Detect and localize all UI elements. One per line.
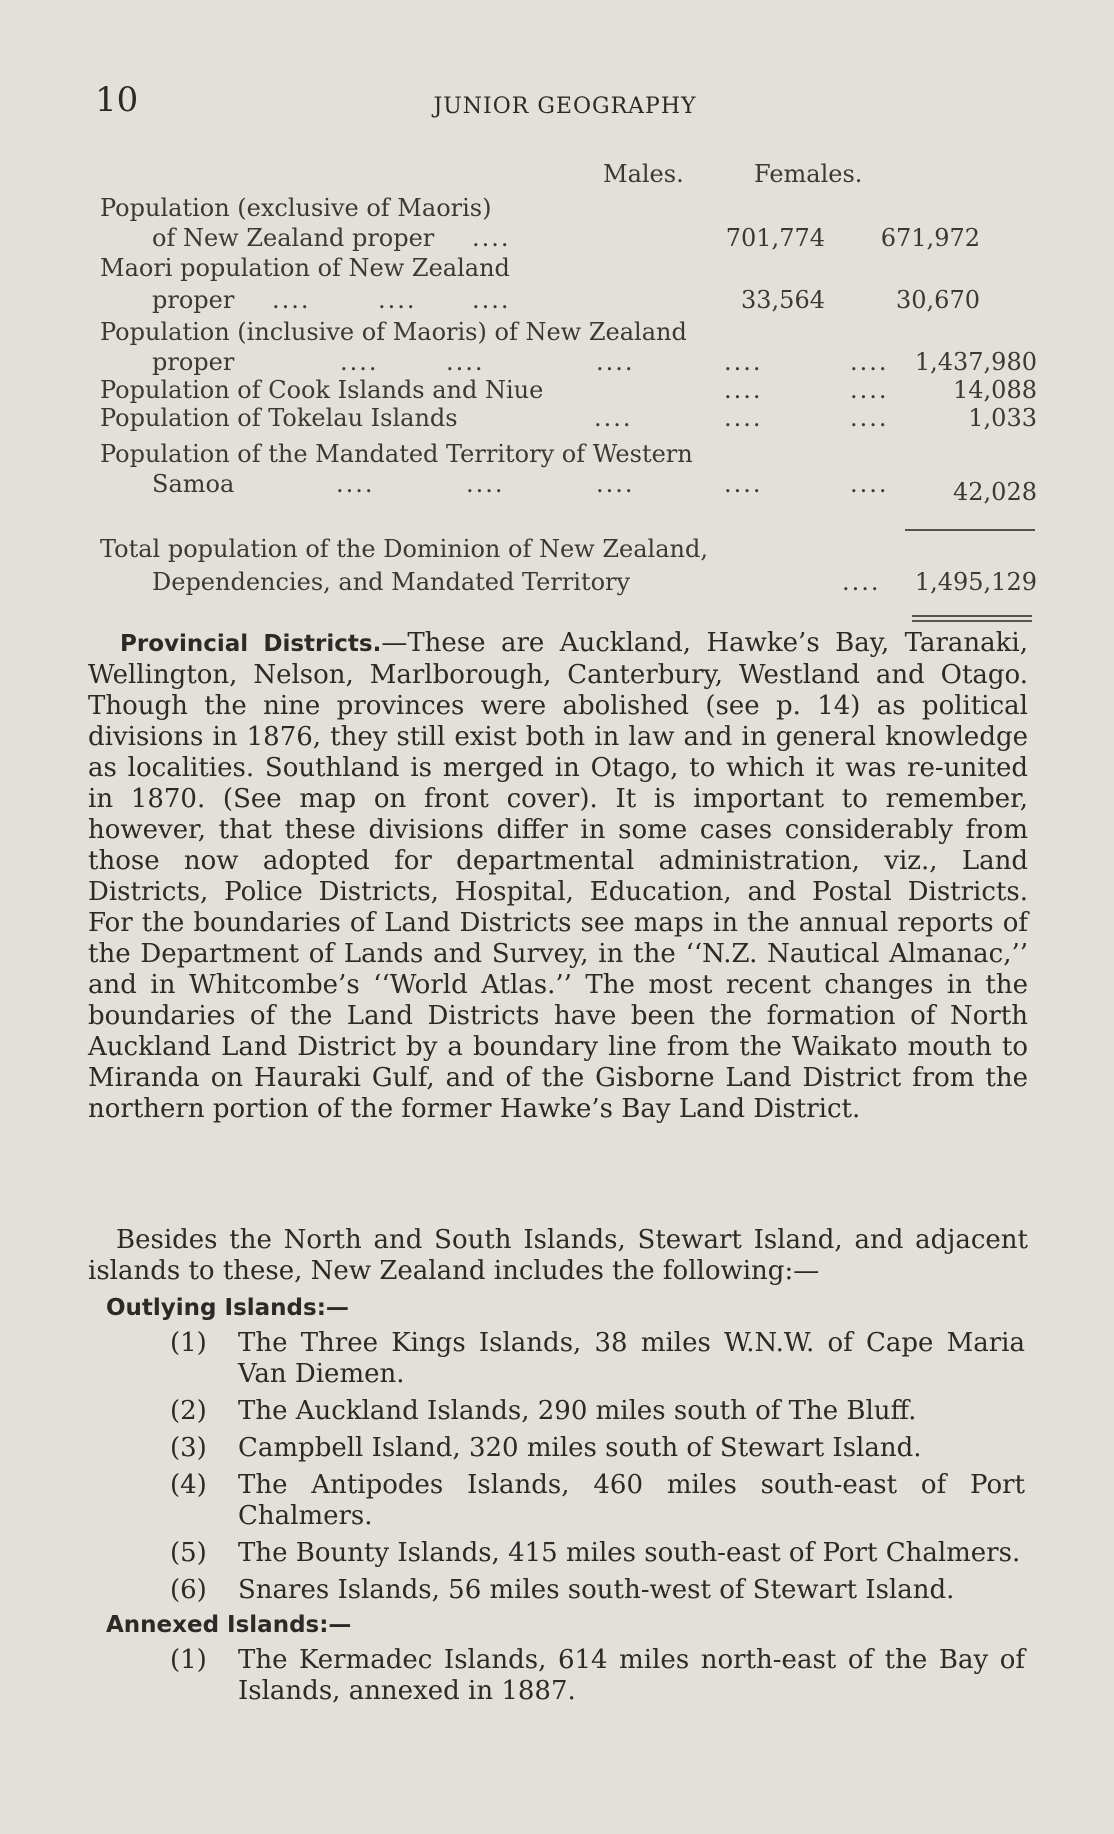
table-row xyxy=(100,194,1035,224)
item-text: The Antipodes Islands, 460 miles south-east of Port Chalmers. xyxy=(238,1470,1025,1531)
item-text: The Three Kings Islands, 38 miles W.N.W. of Cape Maria Van Diemen. xyxy=(238,1328,1025,1389)
row-label: Population of the Mandated Territory of Western xyxy=(100,440,693,468)
row-label: Population of Cook Islands and Niue xyxy=(100,376,544,404)
total-value: 42,028 xyxy=(953,478,1037,506)
table-row xyxy=(100,440,1035,470)
item-text: The Auckland Islands, 290 miles south of The Bluff. xyxy=(238,1396,917,1426)
table-row xyxy=(100,568,1035,598)
total-value: 1,033 xyxy=(968,404,1037,432)
leader-dots: .... xyxy=(466,470,505,498)
leader-dots: .... xyxy=(340,348,379,376)
leader-dots: .... xyxy=(446,348,485,376)
females-value: 671,972 xyxy=(880,224,980,252)
leader-dots: .... xyxy=(724,470,763,498)
row-label: Maori population of New Zealand xyxy=(100,254,510,282)
provincial-districts-paragraph xyxy=(88,628,1028,1125)
leader-dots: .... xyxy=(596,348,635,376)
leader-dots: .... xyxy=(850,404,889,432)
annexed-islands-list xyxy=(170,1645,1025,1713)
outlying-islands-heading: Outlying Islands:— xyxy=(106,1295,349,1321)
leader-dots: .... xyxy=(850,376,889,404)
item-number: (1) xyxy=(170,1645,207,1675)
double-rule-top xyxy=(912,615,1032,617)
leader-dots: .... xyxy=(378,286,417,314)
table-row xyxy=(100,470,1037,506)
list-item xyxy=(170,1433,1025,1464)
list-item xyxy=(170,1575,1025,1606)
list-item xyxy=(170,1328,1025,1390)
total-label: Total population of the Dominion of New Zealand, xyxy=(100,535,708,563)
total-value: 14,088 xyxy=(953,376,1037,404)
item-number: (2) xyxy=(170,1396,207,1426)
row-label: proper xyxy=(152,348,235,376)
item-number: (5) xyxy=(170,1538,207,1568)
leader-dots: .... xyxy=(472,224,511,252)
list-item xyxy=(170,1396,1025,1427)
row-label: of New Zealand proper xyxy=(152,224,435,252)
row-label: Population (exclusive of Maoris) xyxy=(100,194,492,222)
outlying-islands-list xyxy=(170,1328,1025,1612)
list-item xyxy=(170,1645,1025,1707)
item-text: The Kermadec Islands, 614 miles north-east of the Bay of Islands, annexed in 1887. xyxy=(238,1645,1025,1706)
column-header-females: Females. xyxy=(754,160,863,188)
item-text: Campbell Island, 320 miles south of Stewart Island. xyxy=(238,1433,922,1463)
leader-dots: .... xyxy=(594,404,633,432)
table-row xyxy=(100,224,1035,254)
item-number: (4) xyxy=(170,1470,207,1500)
page-header xyxy=(95,80,1035,130)
leader-dots: .... xyxy=(724,376,763,404)
section-heading: Provincial Districts. xyxy=(120,631,382,657)
item-number: (1) xyxy=(170,1328,207,1358)
leader-dots: .... xyxy=(336,470,375,498)
sum-rule xyxy=(905,529,1035,531)
leader-dots: .... xyxy=(850,348,889,376)
leader-dots: .... xyxy=(842,568,881,596)
table-row xyxy=(100,535,1035,565)
table-row xyxy=(100,376,1035,406)
females-value: 30,670 xyxy=(896,286,980,314)
table-row xyxy=(100,318,1035,348)
leader-dots: .... xyxy=(596,470,635,498)
leader-dots: .... xyxy=(272,286,311,314)
total-value: 1,437,980 xyxy=(914,348,1037,376)
table-row xyxy=(100,286,1035,316)
row-label: proper xyxy=(152,286,235,314)
grand-total-value: 1,495,129 xyxy=(914,568,1037,596)
double-rule-bottom xyxy=(912,620,1032,622)
row-label: Population (inclusive of Maoris) of New Zealand xyxy=(100,318,687,346)
paragraph-text: —These are Auckland, Hawke’s Bay, Taranaki, Wellington, Nelson, Marlborough, Canterbury, Westland and Otago. Though the nine provinces were abolished (see p. 14) as political divisions in 1876, they still exist both in law and in general knowledge as localities. Southland is merged in Otago, to which it was re-united in 1870. (See map on front cover). It is important to remember, however, that these divisions differ in some cases considerably from those now adopted for departmental administration, viz., Land Districts, Police Districts, Hospital, Education, and Postal Districts. For the boundaries of Land Districts see maps in the annual reports of the Department of Lands and Survey, in the ‘‘N.Z. Nautical Almanac,’’ and in Whitcombe’s ‘‘World Atlas.’’ The most recent changes in the boundaries of the Land Districts have been the formation of North Auckland Land District by a boundary line from the Waikato mouth to Miranda on Hauraki Gulf, and of the Gisborne Land District from the northern portion of the former Hawke’s Bay Land District. xyxy=(88,628,1028,1124)
item-text: The Bounty Islands, 415 miles south-east of Port Chalmers. xyxy=(238,1538,1021,1568)
leader-dots: .... xyxy=(724,348,763,376)
males-value: 33,564 xyxy=(741,286,825,314)
total-label: Dependencies, and Mandated Territory xyxy=(152,568,631,596)
table-row xyxy=(100,404,1035,434)
table-row xyxy=(100,254,1035,284)
table-row xyxy=(100,348,1035,378)
row-label: Population of Tokelau Islands xyxy=(100,404,458,432)
item-text: Snares Islands, 56 miles south-west of Stewart Island. xyxy=(238,1575,955,1605)
leader-dots: .... xyxy=(850,470,889,498)
item-number: (6) xyxy=(170,1575,207,1605)
leader-dots: .... xyxy=(724,404,763,432)
running-title: JUNIOR GEOGRAPHY xyxy=(433,94,697,119)
list-item xyxy=(170,1538,1025,1569)
list-item xyxy=(170,1470,1025,1532)
item-number: (3) xyxy=(170,1433,207,1463)
row-label: Samoa xyxy=(152,470,235,498)
males-value: 701,774 xyxy=(725,224,825,252)
leader-dots: .... xyxy=(472,286,511,314)
annexed-islands-heading: Annexed Islands:— xyxy=(106,1612,352,1638)
islands-intro-paragraph: Besides the North and South Islands, Stewart Island, and adjacent islands to these, New Zealand includes the following:— xyxy=(88,1225,1028,1286)
column-header-males: Males. xyxy=(603,160,684,188)
page-number: 10 xyxy=(95,80,139,120)
